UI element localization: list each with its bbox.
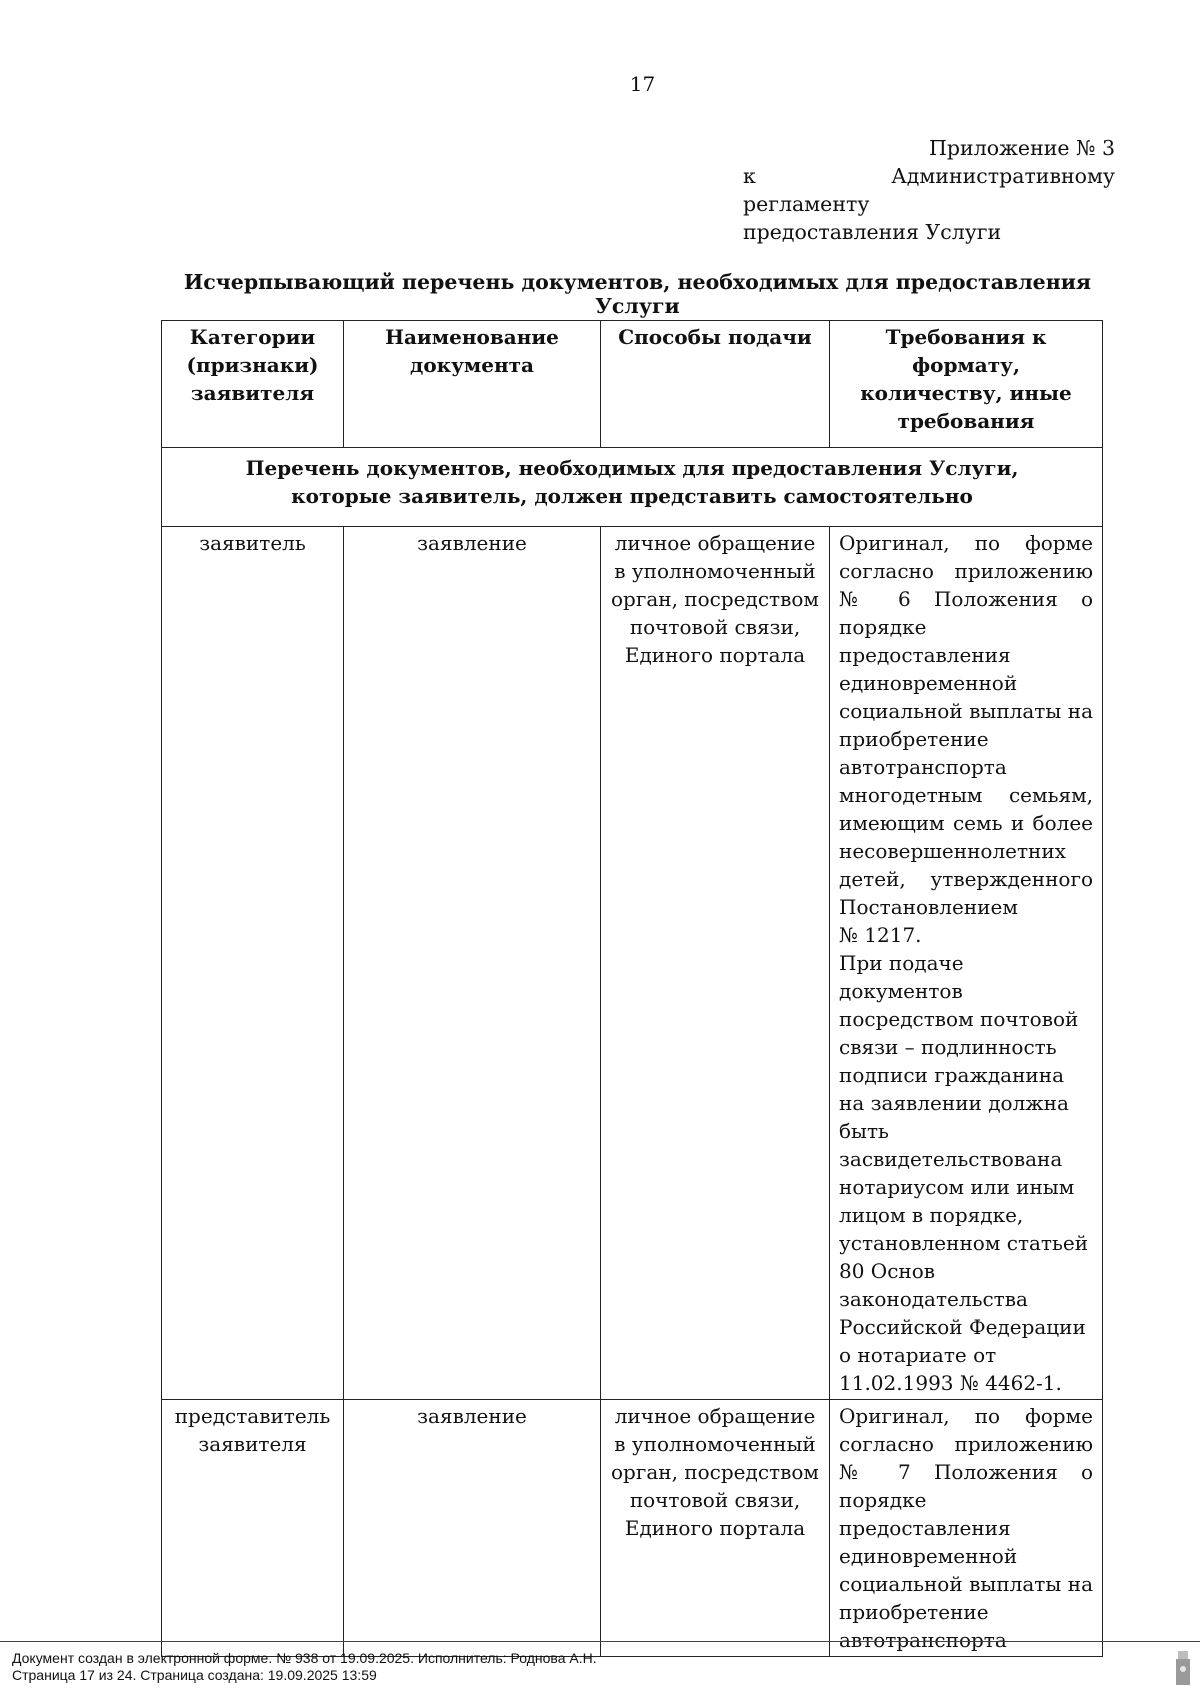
appendix-line-3: предоставления Услуги — [743, 220, 1002, 244]
appendix-heading — [743, 134, 1115, 246]
header-requirements: Требования к формату, количеству, иные требования — [830, 321, 1103, 448]
section-title: Перечень документов, необходимых для предоставления Услуги, которые заявитель, должен представить самостоятельно — [162, 448, 1103, 527]
row-document: заявление — [344, 527, 601, 1400]
table-row — [162, 1400, 1103, 1657]
appendix-line-1: Приложение № 3 — [929, 136, 1115, 160]
appendix-line-2: к Административному регламенту — [743, 164, 1115, 216]
footer-line-1: Документ создан в электронной форме. № 938 от 19.09.2025. Исполнитель: Роднова А.Н. — [12, 1650, 597, 1666]
header-document: Наименование документа — [344, 321, 601, 448]
requirements-number: № 1217. — [839, 923, 922, 947]
requirements-main: Оригинал, по форме согласно приложению № 7 Положения о порядке предоставления единовременной социальной выплаты на приобретение автотранспорта — [839, 1404, 1093, 1652]
section-row — [162, 448, 1103, 527]
footer-line-2: Страница 17 из 24. Страница создана: 19.09.2025 13:59 — [12, 1667, 377, 1683]
row-requirements — [830, 527, 1103, 1400]
requirements-extra: При подаче документов посредством почтовой связи – подлинность подписи гражданина на заявлении должна быть засвидетельствована нотариусом или иным лицом в порядке, установленном статьей 80 Основ законодательства Российской Федерации о нотариате от 11.02.1993 № 4462-1. — [839, 951, 1089, 1395]
row-method: личное обращение в уполномоченный орган, посредством почтовой связи, Единого портала — [601, 527, 830, 1400]
row-document: заявление — [344, 1400, 601, 1657]
footer — [0, 1641, 1200, 1683]
requirements-main: Оригинал, по форме согласно приложению № 6 Положения о порядке предоставления единовременной социальной выплаты на приобретение автотранспорта многодетным семьям, имеющим семь и более несовершеннолетних детей, утвержденного Постановлением — [839, 531, 1093, 919]
row-category: представитель заявителя — [162, 1400, 344, 1657]
footer-text — [12, 1650, 597, 1684]
documents-table — [161, 320, 1103, 1657]
row-requirements — [830, 1400, 1103, 1657]
header-category: Категории (признаки) заявителя — [162, 321, 344, 448]
document-title: Исчерпывающий перечень документов, необходимых для предоставления Услуги — [183, 270, 1092, 318]
table-header-row — [162, 321, 1103, 448]
page-number: 17 — [629, 72, 656, 96]
header-method: Способы подачи — [601, 321, 830, 448]
row-method: личное обращение в уполномоченный орган, посредством почтовой связи, Единого портала — [601, 1400, 830, 1657]
emblem-icon — [1172, 1647, 1194, 1689]
row-category: заявитель — [162, 527, 344, 1400]
table-row — [162, 527, 1103, 1400]
